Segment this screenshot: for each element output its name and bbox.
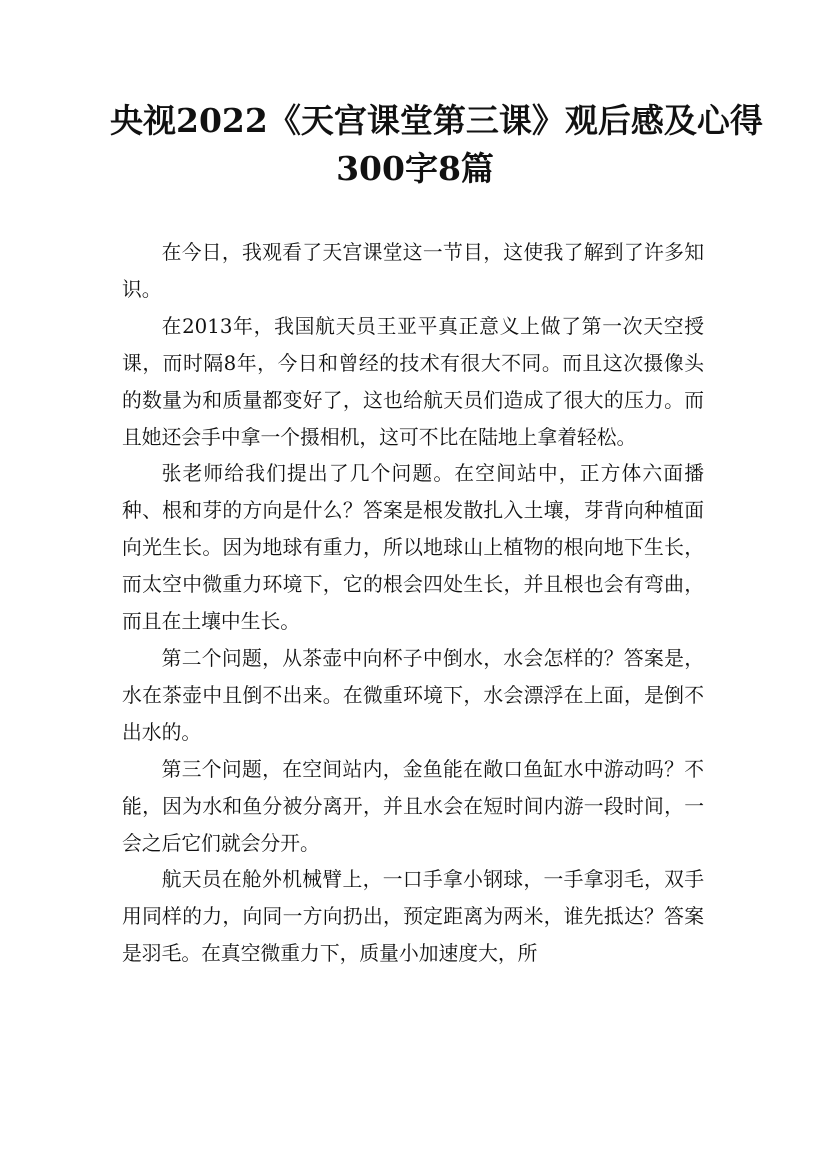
paragraph: 第二个问题，从茶壶中向杯子中倒水，水会怎样的？答案是，水在茶壶中且倒不出来。在微重环境下，水会漂浮在上面，是倒不出水的。 bbox=[122, 646, 704, 744]
paragraph: 在2013年，我国航天员王亚平真正意义上做了第一次天空授课，而时隔8年，今日和曾经的技术有很大不同。而且这次摄像头的数量为和质量都变好了，这也给航天员们造成了很大的压力。而且她还会手中拿一个摄相机，这可不比在陆地上拿着轻松。 bbox=[122, 314, 704, 449]
title-line-1: 央视2022《天宫课堂第三课》观后感及心得 bbox=[110, 101, 763, 140]
paragraph: 第三个问题，在空间站内，金鱼能在敞口鱼缸水中游动吗？不能，因为水和鱼分被分离开，并且水会在短时间内游一段时间，一会之后它们就会分开。 bbox=[122, 757, 704, 855]
paragraph: 张老师给我们提出了几个问题。在空间站中，正方体六面播种、根和芽的方向是什么？答案是根发散扎入土壤，芽背向种植面向光生长。因为地球有重力，所以地球山上植物的根向地下生长，而太空中微重力环境下，它的根会四处生长，并且根也会有弯曲，而且在土壤中生长。 bbox=[122, 462, 704, 634]
paragraph: 在今日，我观看了天宫课堂这一节目，这使我了解到了许多知识。 bbox=[122, 241, 704, 301]
document-body bbox=[122, 235, 704, 973]
document-title bbox=[110, 97, 763, 193]
title-line-2: 300字8篇 bbox=[336, 149, 494, 188]
paragraph: 航天员在舱外机械臂上，一口手拿小钢球，一手拿羽毛，双手用同样的力，向同一方向扔出，预定距离为两米，谁先抵达？答案是羽毛。在真空微重力下，质量小加速度大，所 bbox=[122, 868, 704, 966]
